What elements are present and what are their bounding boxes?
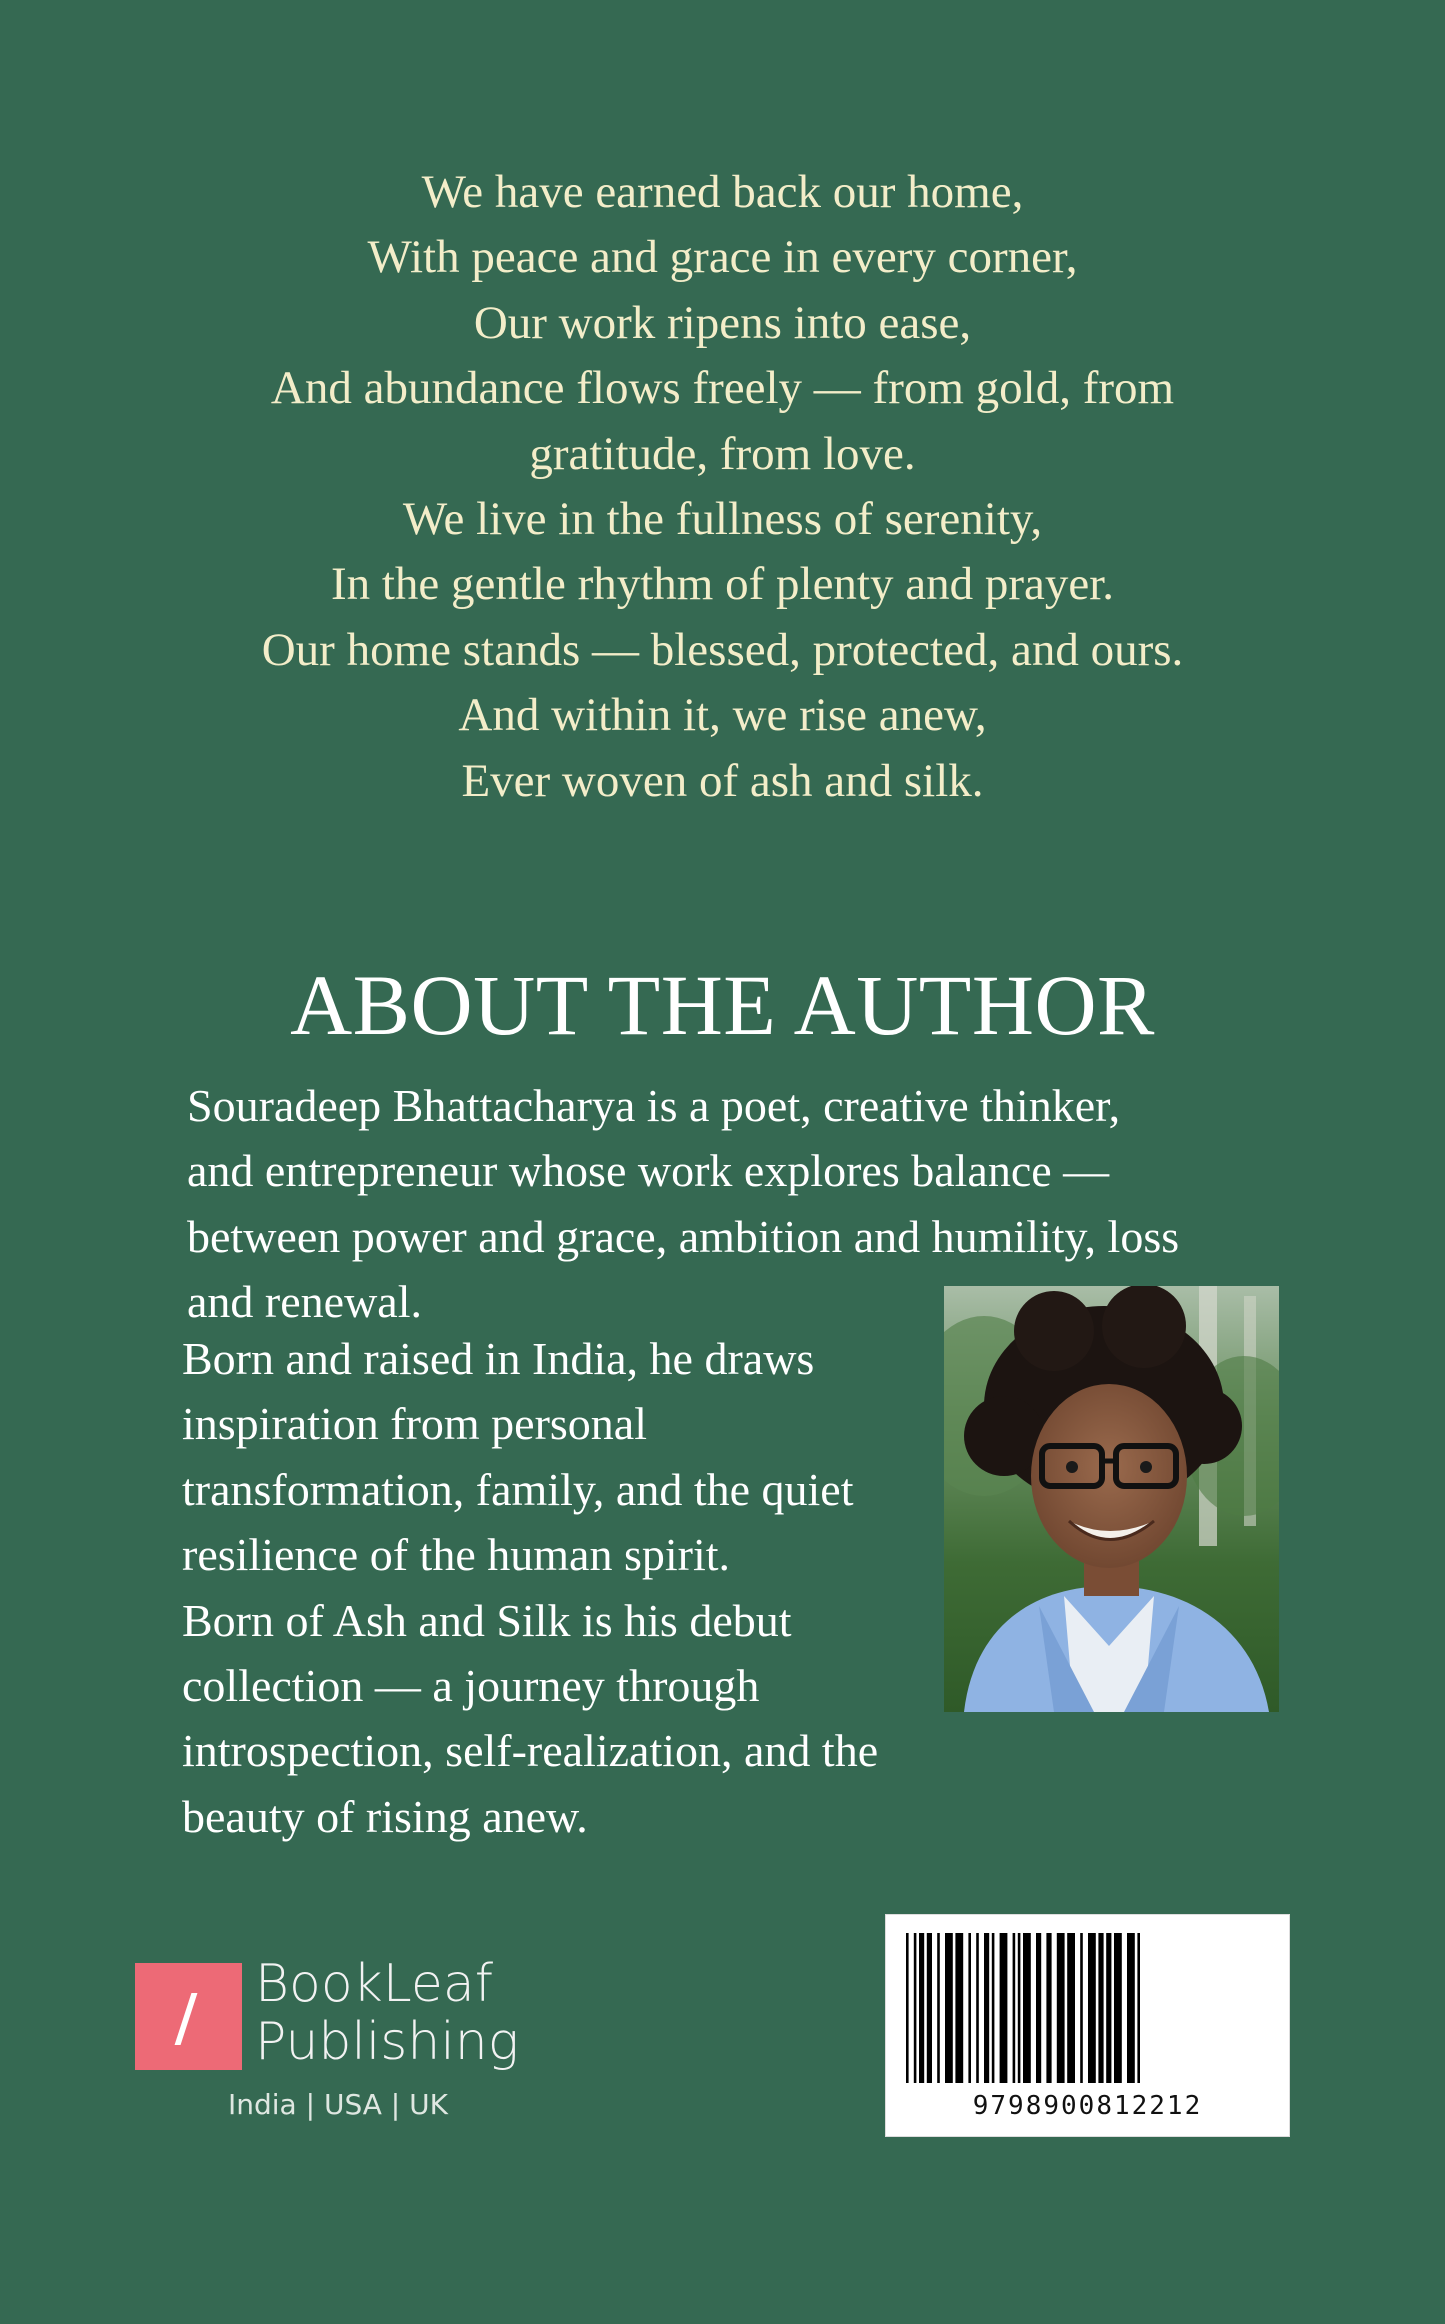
- barcode-bar: [1080, 1933, 1083, 2083]
- bio-line: transformation, family, and the quiet: [182, 1463, 854, 1515]
- barcode-bar: [1018, 1933, 1021, 2083]
- barcode-bar: [919, 1933, 924, 2083]
- barcode-bar: [1098, 1933, 1103, 2083]
- publisher-name: [255, 1955, 519, 2071]
- bio-line: Born and raised in India, he draws: [182, 1333, 815, 1384]
- barcode-bar: [1137, 1933, 1140, 2083]
- bio-line: Souradeep Bhattacharya is a poet, creative thinker,: [187, 1080, 1121, 1131]
- bio-line: between power and grace, ambition and humility, loss: [187, 1210, 1180, 1262]
- barcode-bar: [1106, 1933, 1111, 2083]
- poem: [180, 160, 1265, 814]
- bio-line: collection — a journey through: [182, 1660, 760, 1712]
- barcode-bar: [1036, 1933, 1041, 2083]
- bio-line: and entrepreneur whose work explores balance —: [187, 1145, 1110, 1197]
- barcode-bar: [1013, 1933, 1016, 2083]
- poem-line: Our work ripens into ease,: [473, 296, 972, 349]
- poem-line: Our home stands — blessed, protected, and ours.: [261, 623, 1184, 676]
- poem-line: We live in the fullness of serenity,: [402, 493, 1043, 546]
- bio-line: inspiration from personal: [182, 1398, 648, 1450]
- bio-line: beauty of rising anew.: [182, 1790, 588, 1842]
- barcode-bar: [914, 1933, 917, 2083]
- poem-line: And abundance flows freely — from gold, from: [270, 362, 1175, 415]
- barcode-bar: [992, 1933, 995, 2083]
- barcode-bar: [1114, 1933, 1122, 2083]
- author-photo: [944, 1286, 1279, 1712]
- slash-icon: [175, 1993, 198, 2045]
- poem-line: With peace and grace in every corner,: [367, 231, 1078, 284]
- barcode-bar: [927, 1933, 932, 2083]
- publisher-regions: India | USA | UK: [228, 2088, 448, 2121]
- barcode-bar: [1127, 1933, 1135, 2083]
- barcode-bar: [945, 1933, 953, 2083]
- about-heading: ABOUT THE AUTHOR: [290, 957, 1155, 1053]
- barcode-bar: [968, 1933, 971, 2083]
- bio-line: introspection, self-realization, and the: [182, 1725, 879, 1777]
- poem-line: In the gentle rhythm of plenty and prayer.: [330, 558, 1115, 611]
- barcode-bar: [906, 1933, 909, 2083]
- barcode-bar: [1000, 1933, 1008, 2083]
- barcode-bar: [1088, 1933, 1096, 2083]
- barcode-bar: [955, 1933, 963, 2083]
- bio-line: and renewal.: [187, 1276, 422, 1328]
- publisher-name-line2: Publishing: [255, 2012, 519, 2072]
- isbn-barcode: [885, 1914, 1290, 2137]
- barcode-bar: [1067, 1933, 1075, 2083]
- barcode-bars: [904, 1933, 1273, 2083]
- isbn-number: 9798900812212: [972, 2091, 1203, 2121]
- poem-line: Ever woven of ash and silk.: [461, 754, 984, 807]
- author-bio-detail: [182, 1326, 878, 1849]
- barcode-bar: [1057, 1933, 1065, 2083]
- poem-line: And within it, we rise anew,: [458, 689, 987, 742]
- barcode-bar: [1023, 1933, 1031, 2083]
- bookleaf-logo-mark: [135, 1963, 242, 2070]
- barcode-bar: [976, 1933, 979, 2083]
- publisher-name-line1: BookLeaf: [255, 1954, 494, 2014]
- barcode-bar: [1046, 1933, 1051, 2083]
- barcode-bar: [937, 1933, 940, 2083]
- barcode-bar: [984, 1933, 989, 2083]
- bio-line: resilience of the human spirit.: [182, 1529, 731, 1581]
- bio-line: Born of Ash and Silk is his debut: [182, 1594, 792, 1646]
- poem-line: gratitude, from love.: [529, 427, 916, 480]
- poem-line: We have earned back our home,: [421, 166, 1024, 218]
